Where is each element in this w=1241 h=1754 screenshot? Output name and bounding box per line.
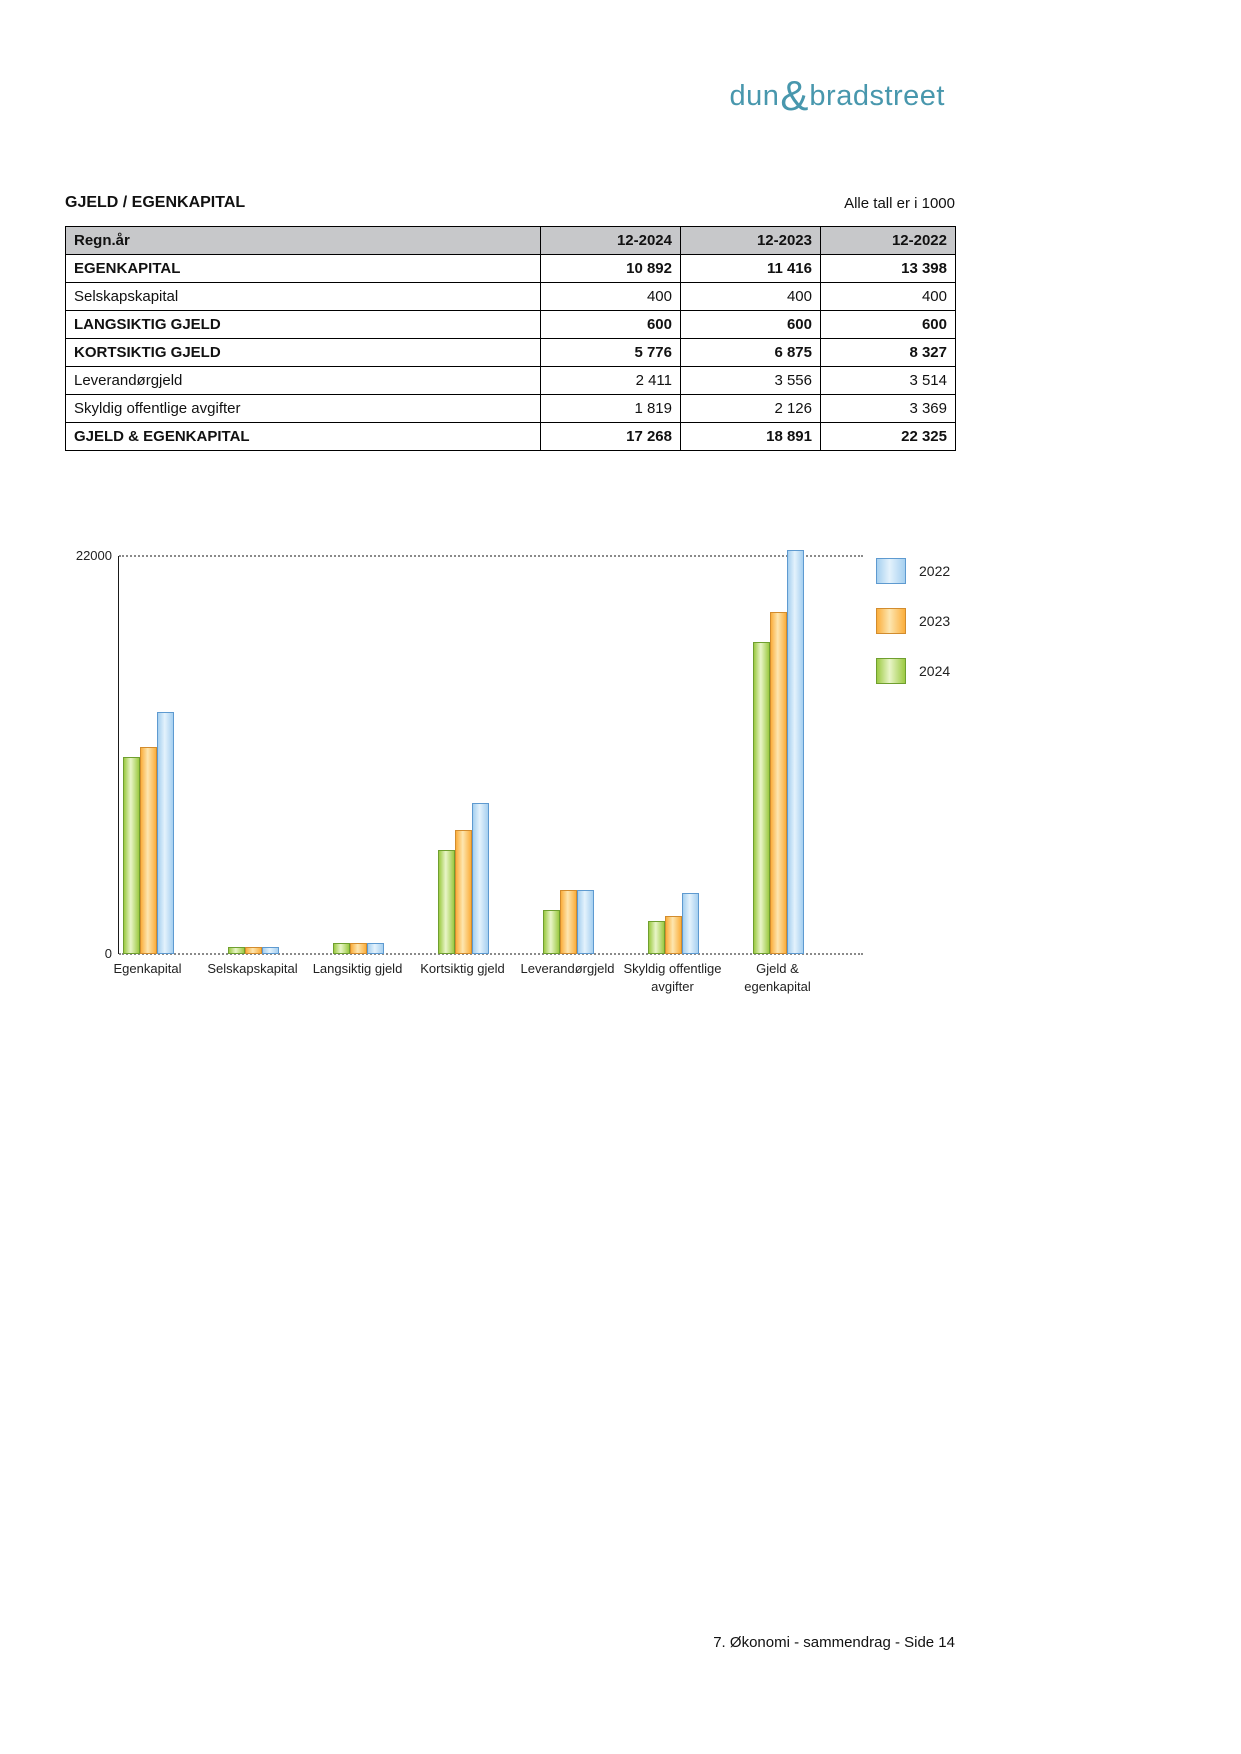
row-label: GJELD & EGENKAPITAL (66, 423, 541, 451)
table-row (66, 255, 956, 283)
row-value: 2 411 (541, 367, 681, 395)
category-labels (113, 960, 878, 1006)
bar-2022 (262, 947, 279, 954)
table-row (66, 367, 956, 395)
bar-group (333, 556, 384, 954)
legend-label: 2024 (919, 663, 951, 679)
row-value: 1 819 (541, 395, 681, 423)
bar-2022 (367, 943, 384, 954)
legend-item-2024 (876, 658, 950, 684)
category-label: Gjeld & egenkapital (744, 961, 811, 994)
page-footer: 7. Økonomi - sammendrag - Side 14 (713, 1634, 955, 1651)
bar-2023 (245, 947, 262, 954)
bar-2022 (157, 712, 174, 954)
bar-group (228, 556, 279, 954)
plot-area (118, 556, 863, 954)
row-value: 10 892 (541, 255, 681, 283)
bar-2022 (682, 893, 699, 954)
column-header-2022: 12-2022 (821, 227, 956, 255)
bar-chart (70, 546, 1080, 1016)
row-label: KORTSIKTIG GJELD (66, 339, 541, 367)
bar-2023 (350, 943, 367, 954)
section-heading (65, 194, 955, 212)
column-header-2024: 12-2024 (541, 227, 681, 255)
row-label: EGENKAPITAL (66, 255, 541, 283)
chart-legend (876, 558, 950, 708)
y-axis-tick-zero: 0 (104, 946, 112, 961)
row-value: 18 891 (681, 423, 821, 451)
logo-text-dun: dun (729, 80, 780, 112)
bar-2024 (123, 757, 140, 954)
bar-2023 (455, 830, 472, 954)
row-value: 400 (821, 283, 956, 311)
bar-2022 (472, 803, 489, 954)
table-row (66, 423, 956, 451)
category-label: Kortsiktig gjeld (420, 961, 505, 976)
row-value: 600 (541, 311, 681, 339)
bar-2022 (577, 890, 594, 954)
legend-swatch-2024-icon (876, 658, 906, 684)
financial-table (65, 226, 956, 451)
row-value: 400 (681, 283, 821, 311)
row-value: 8 327 (821, 339, 956, 367)
table-row (66, 311, 956, 339)
legend-swatch-2023-icon (876, 608, 906, 634)
column-header-2023: 12-2023 (681, 227, 821, 255)
bar-2023 (140, 747, 157, 954)
bar-2024 (648, 921, 665, 954)
category-label: Selskapskapital (207, 961, 298, 976)
legend-item-2023 (876, 608, 950, 634)
bar-group (438, 556, 489, 954)
row-value: 3 369 (821, 395, 956, 423)
legend-swatch-2022-icon (876, 558, 906, 584)
category-label: Leverandørgjeld (520, 961, 615, 976)
units-note: Alle tall er i 1000 (844, 195, 955, 212)
dun-bradstreet-logo (729, 70, 945, 119)
legend-label: 2023 (919, 613, 951, 629)
bar-2023 (560, 890, 577, 954)
table-row (66, 283, 956, 311)
legend-label: 2022 (919, 563, 951, 579)
bar-2024 (438, 850, 455, 954)
bar-2024 (333, 943, 350, 954)
row-value: 13 398 (821, 255, 956, 283)
table-row (66, 339, 956, 367)
bar-2022 (787, 550, 804, 954)
row-label: Skyldig offentlige avgifter (66, 395, 541, 423)
row-value: 600 (681, 311, 821, 339)
bar-2024 (543, 910, 560, 954)
row-label: Selskapskapital (66, 283, 541, 311)
row-value: 3 556 (681, 367, 821, 395)
category-label: Langsiktig gjeld (312, 961, 403, 976)
bar-group (543, 556, 594, 954)
table-row (66, 395, 956, 423)
row-value: 17 268 (541, 423, 681, 451)
bar-2023 (770, 612, 787, 954)
category-label: Egenkapital (113, 961, 182, 976)
row-value: 5 776 (541, 339, 681, 367)
logo-ampersand-icon: & (780, 72, 809, 119)
row-label: Leverandørgjeld (66, 367, 541, 395)
row-value: 400 (541, 283, 681, 311)
row-value: 2 126 (681, 395, 821, 423)
logo-text-bradstreet: bradstreet (809, 80, 945, 112)
row-value: 6 875 (681, 339, 821, 367)
bar-group (123, 556, 174, 954)
bar-group (648, 556, 699, 954)
row-value: 600 (821, 311, 956, 339)
bar-group (753, 556, 804, 954)
row-value: 3 514 (821, 367, 956, 395)
bar-2024 (753, 642, 770, 954)
bar-2023 (665, 916, 682, 954)
section-title: GJELD / EGENKAPITAL (65, 194, 246, 211)
table-header-row (66, 227, 956, 255)
row-value: 11 416 (681, 255, 821, 283)
row-value: 22 325 (821, 423, 956, 451)
category-label: Skyldig offentlige avgifter (623, 961, 722, 994)
y-axis-tick-max: 22000 (75, 548, 112, 563)
bar-2024 (228, 947, 245, 954)
legend-item-2022 (876, 558, 950, 584)
row-label: LANGSIKTIG GJELD (66, 311, 541, 339)
column-header-regnar: Regn.år (66, 227, 541, 255)
